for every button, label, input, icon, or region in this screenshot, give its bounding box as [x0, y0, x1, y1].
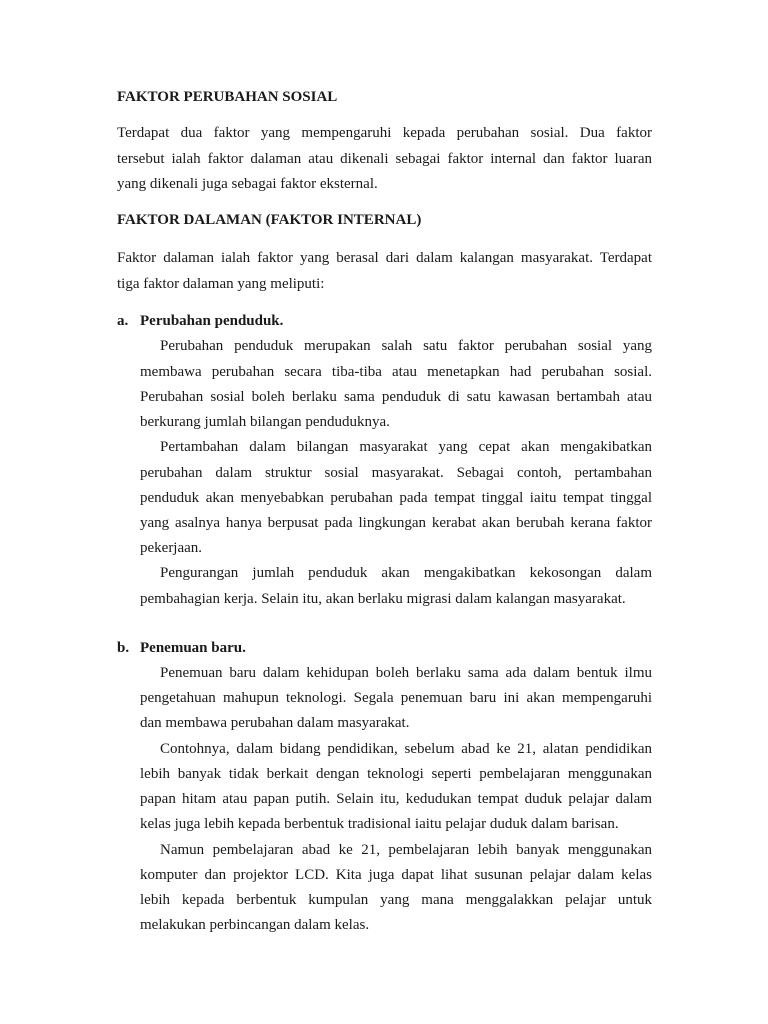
item-a-p3-line: pembahagian kerja. Selain itu, akan berlaku migrasi dalam kalangan masyarakat. — [140, 591, 626, 607]
item-a-p1-line: Perubahan penduduk merupakan salah satu faktor perubahan sosial yang — [160, 338, 652, 354]
intro-line: tersebut ialah faktor dalaman atau dikenali sebagai faktor internal dan faktor luaran — [117, 151, 652, 167]
item-b-marker: b. — [117, 640, 130, 656]
item-a-p1-line: membawa perubahan secara tiba-tiba atau menetapkan had perubahan sosial. — [140, 364, 652, 380]
item-b-p2-line: kelas juga lebih kepada berbentuk tradisional iaitu pelajar duduk dalam barisan. — [140, 816, 619, 832]
item-b-p2-line: Contohnya, dalam bidang pendidikan, sebelum abad ke 21, alatan pendidikan — [160, 741, 652, 757]
intro-line: yang dikenali juga sebagai faktor eksternal. — [117, 176, 378, 192]
item-b-p3-line: Namun pembelajaran abad ke 21, pembelajaran lebih banyak menggunakan — [160, 842, 652, 858]
item-a-p3-line: Pengurangan jumlah penduduk akan mengakibatkan kekosongan dalam — [160, 565, 652, 581]
item-a-marker: a. — [117, 313, 129, 329]
item-a-p2-line: Pertambahan dalam bilangan masyarakat yang cepat akan mengakibatkan — [160, 439, 652, 455]
item-a-p2-line: yang asalnya hanya berpusat pada lingkungan kerabat akan berubah kerana faktor — [140, 515, 652, 531]
item-b-p1-line: Penemuan baru dalam kehidupan boleh berlaku sama ada dalam bentuk ilmu — [160, 665, 652, 681]
item-a-p2-line: perubahan dalam struktur sosial masyarakat. Sebagai contoh, pertambahan — [140, 465, 652, 481]
item-a-p1-line: Perubahan sosial boleh berlaku sama penduduk di satu kawasan bertambah atau — [140, 389, 652, 405]
item-b-p1-line: dan membawa perubahan dalam masyarakat. — [140, 715, 410, 731]
item-b-p3-line: melakukan perbincangan dalam kelas. — [140, 917, 370, 933]
section-heading: FAKTOR DALAMAN (FAKTOR INTERNAL) — [117, 212, 422, 228]
item-b-p2-line: lebih banyak tidak berkait dengan teknologi seperti pembelajaran menggunakan — [140, 766, 652, 782]
section-intro-line: tiga faktor dalaman yang meliputi: — [117, 276, 325, 292]
item-b-p3-line: lebih kepada berbentuk kumpulan yang mana menggalakkan pelajar untuk — [140, 892, 652, 908]
document-title: FAKTOR PERUBAHAN SOSIAL — [117, 89, 338, 105]
intro-line: Terdapat dua faktor yang mempengaruhi kepada perubahan sosial. Dua faktor — [117, 125, 652, 141]
item-b-heading: Penemuan baru. — [140, 640, 246, 656]
item-a-p1-line: berkurang jumlah bilangan penduduknya. — [140, 414, 390, 430]
item-a-p2-line: penduduk akan menyebabkan perubahan pada tempat tinggal iaitu tempat tinggal — [140, 490, 652, 506]
item-b-p1-line: pengetahuan mahupun teknologi. Segala penemuan baru ini akan mempengaruhi — [140, 690, 652, 706]
item-a-p2-line: pekerjaan. — [140, 540, 203, 556]
item-a-heading: Perubahan penduduk. — [140, 313, 284, 329]
item-b-p2-line: papan hitam atau papan putih. Selain itu, kedudukan tempat duduk pelajar dalam — [140, 791, 652, 807]
section-intro-line: Faktor dalaman ialah faktor yang berasal dari dalam kalangan masyarakat. Terdapat — [117, 250, 652, 266]
item-b-p3-line: komputer dan projektor LCD. Kita juga dapat lihat susunan pelajar dalam kelas — [140, 867, 652, 883]
